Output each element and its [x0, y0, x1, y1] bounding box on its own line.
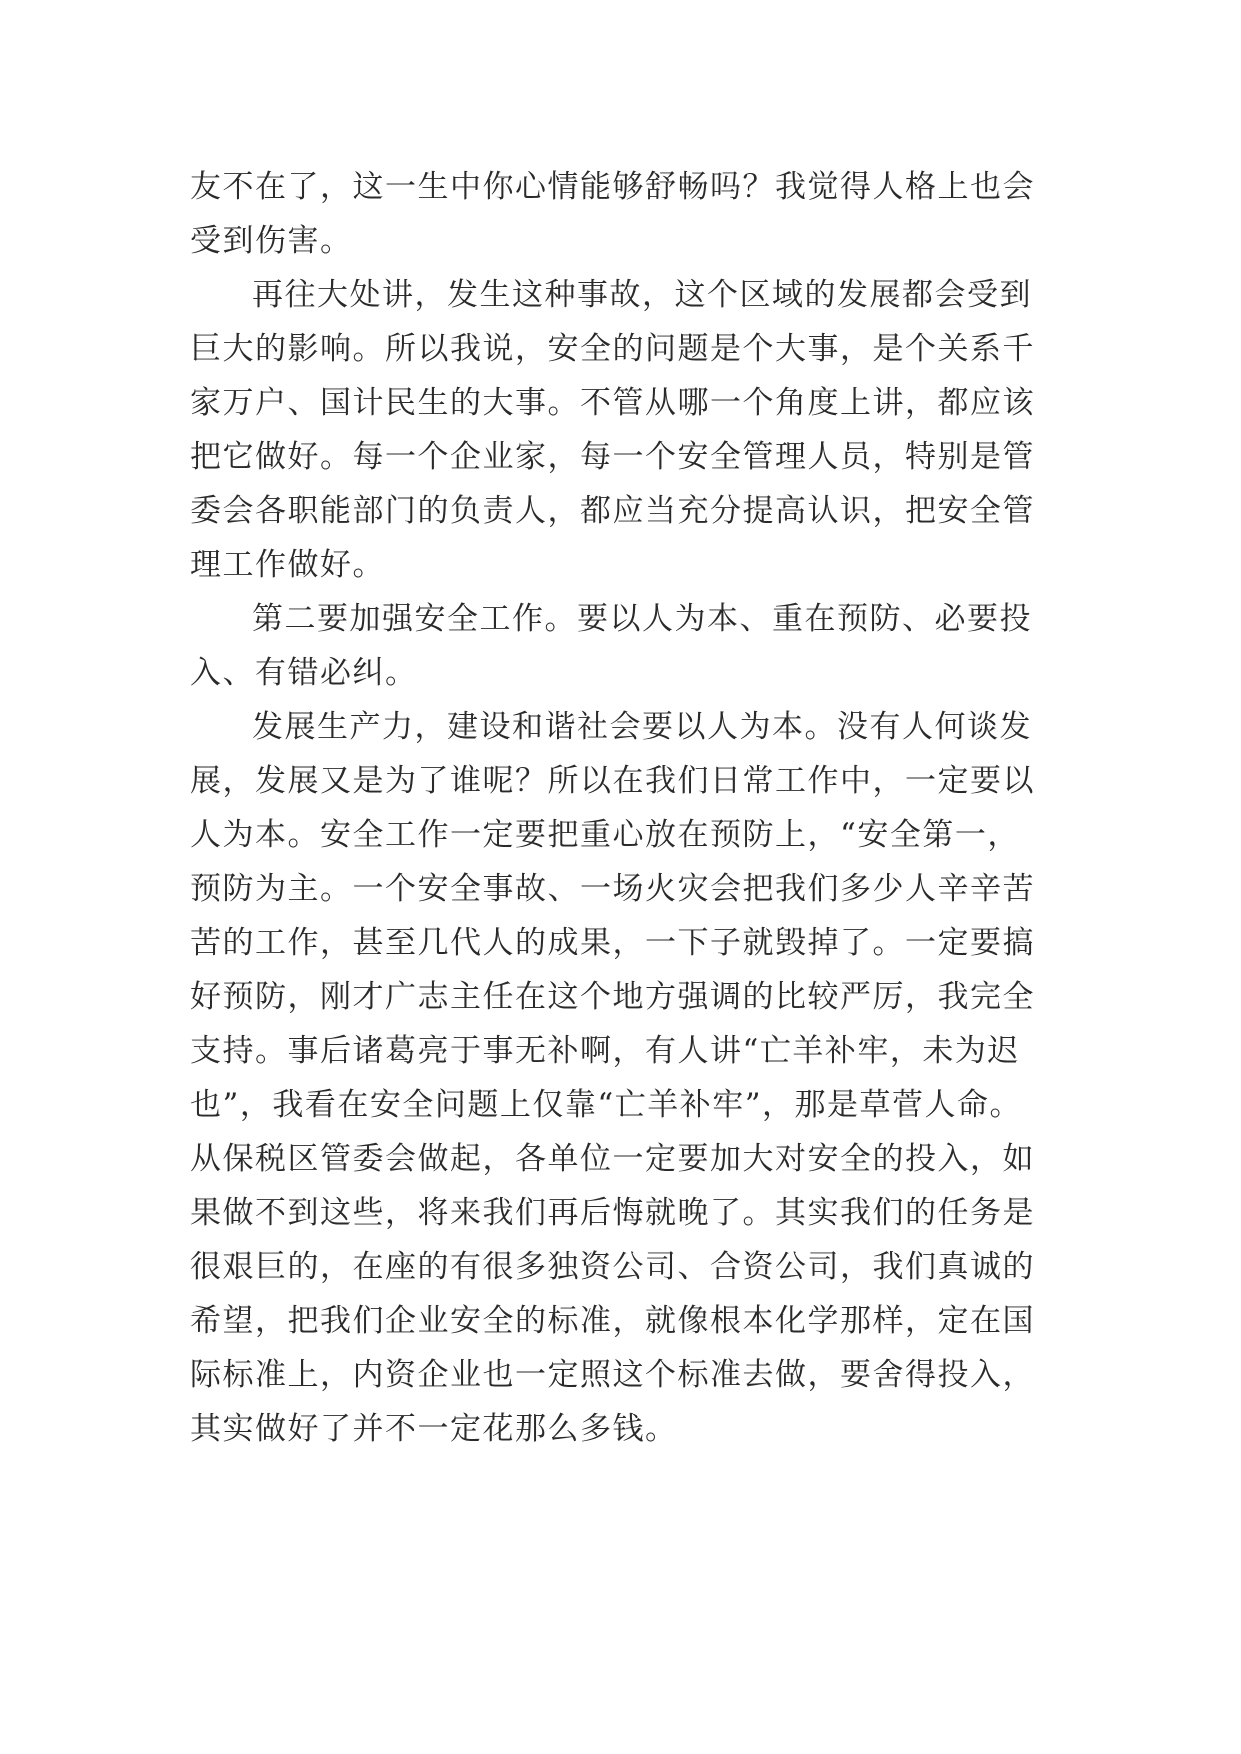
text-line: 委会各职能部门的负责人，都应当充分提高认识，把安全管: [190, 493, 1035, 529]
paragraph-start-line: 发展生产力，建设和谐社会要以人为本。没有人何谈发: [252, 709, 1032, 745]
text-line: 入、有错必纠。: [190, 655, 418, 691]
text-line: 把它做好。每一个企业家，每一个安全管理人员，特别是管: [190, 439, 1035, 475]
text-line: 其实做好了并不一定花那么多钱。: [190, 1411, 678, 1447]
text-line: 从保税区管委会做起，各单位一定要加大对安全的投入，如: [190, 1141, 1035, 1177]
paragraph-start-line: 第二要加强安全工作。要以人为本、重在预防、必要投: [252, 601, 1032, 637]
text-line: 苦的工作，甚至几代人的成果，一下子就毁掉了。一定要搞: [190, 925, 1035, 961]
text-line: 支持。事后诸葛亮于事无补啊，有人讲“亡羊补牢，未为迟: [190, 1033, 1020, 1069]
text-line: 家万户、国计民生的大事。不管从哪一个角度上讲，都应该: [190, 385, 1035, 421]
text-line: 果做不到这些，将来我们再后悔就晚了。其实我们的任务是: [190, 1195, 1035, 1231]
text-line: 很艰巨的，在座的有很多独资公司、合资公司，我们真诚的: [190, 1249, 1035, 1285]
text-line: 人为本。安全工作一定要把重心放在预防上，“安全第一，: [190, 817, 1020, 853]
text-line: 巨大的影响。所以我说，安全的问题是个大事，是个关系千: [190, 331, 1035, 367]
text-line: 好预防，刚才广志主任在这个地方强调的比较严厉，我完全: [190, 979, 1035, 1015]
text-line: 预防为主。一个安全事故、一场火灾会把我们多少人辛辛苦: [190, 871, 1035, 907]
text-line: 际标准上，内资企业也一定照这个标准去做，要舍得投入，: [190, 1357, 1035, 1393]
text-line: 友不在了，这一生中你心情能够舒畅吗？我觉得人格上也会: [190, 169, 1035, 205]
text-line: 展，发展又是为了谁呢？所以在我们日常工作中，一定要以: [190, 763, 1035, 799]
text-line: 理工作做好。: [190, 547, 385, 583]
text-line: 受到伤害。: [190, 223, 353, 259]
text-line: 也”，我看在安全问题上仅靠“亡羊补牢”，那是草菅人命。: [190, 1087, 1023, 1123]
paragraph-start-line: 再往大处讲，发生这种事故，这个区域的发展都会受到: [252, 277, 1032, 313]
text-line: 希望，把我们企业安全的标准，就像根本化学那样，定在国: [190, 1303, 1035, 1339]
